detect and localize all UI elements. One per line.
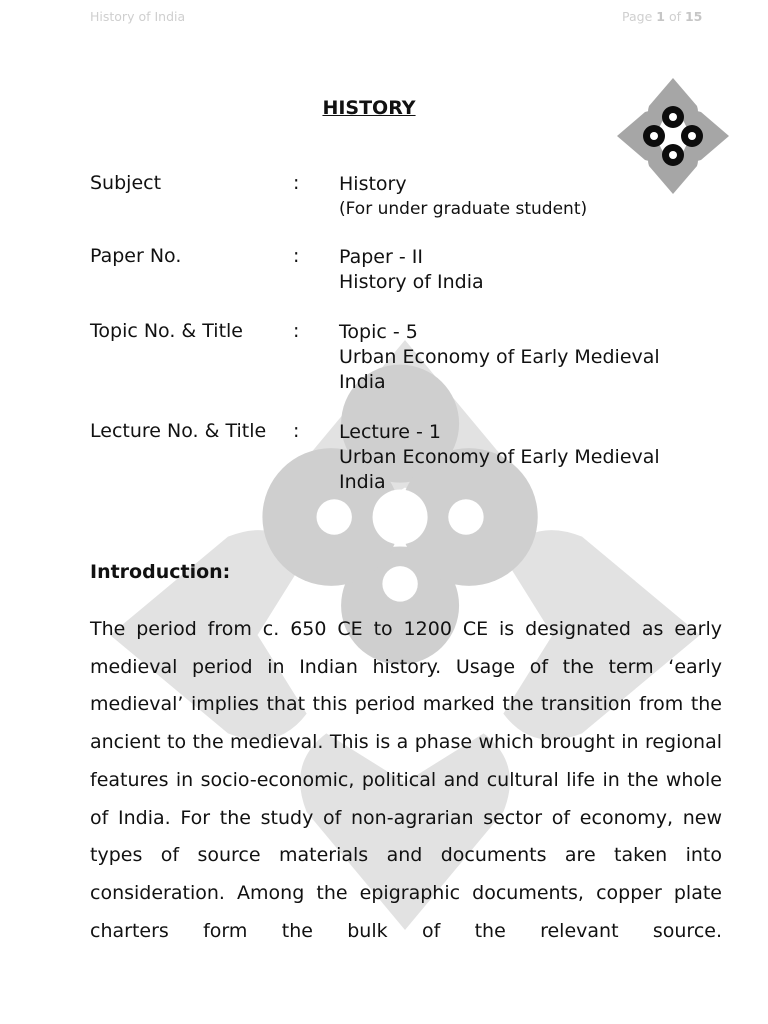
- introduction-paragraph: The period from c. 650 CE to 1200 CE is designated as early medieval period in Indian history. Usage of the term ‘early medieval’ implies that this period marked the transition from the ancient to the medieval. This is a phase which brought in regional features in socio-economic, political and cultural life in the whole of India. For the study of non-agrarian sector of economy, new types of source materials and documents are taken into consideration. Among the epigraphic documents, copper plate charters form the bulk of the relevant source.: [90, 618, 722, 942]
- introduction-heading: Introduction:: [90, 561, 231, 583]
- lecture-title-line2: India: [339, 471, 386, 493]
- page-label: Page: [622, 9, 653, 24]
- paper-title: History of India: [339, 271, 484, 293]
- subject-label: Subject: [90, 172, 162, 194]
- institution-logo: [615, 76, 731, 196]
- paper-colon: :: [293, 245, 300, 267]
- paper-number: Paper - II: [339, 246, 423, 268]
- lecture-value: [339, 420, 660, 495]
- page-current: 1: [656, 9, 665, 24]
- running-header: History of India: [90, 9, 186, 24]
- lecture-title-line1: Urban Economy of Early Medieval: [339, 446, 660, 468]
- lecture-number: Lecture - 1: [339, 421, 441, 443]
- subject-colon: :: [293, 172, 300, 194]
- page-total: 15: [684, 9, 703, 24]
- subject-note: (For under graduate student): [339, 199, 588, 219]
- topic-number: Topic - 5: [339, 321, 418, 343]
- topic-label: Topic No. & Title: [90, 320, 243, 342]
- topic-value: [339, 320, 660, 395]
- page-indicator: [622, 9, 702, 24]
- subject-value: [339, 172, 587, 222]
- paper-value: [339, 245, 484, 295]
- lecture-label: Lecture No. & Title: [90, 420, 267, 442]
- page-of: of: [668, 9, 681, 24]
- subject-value-text: History: [339, 173, 407, 195]
- topic-title-line1: Urban Economy of Early Medieval: [339, 346, 660, 368]
- topic-colon: :: [293, 320, 300, 342]
- paper-label: Paper No.: [90, 245, 182, 267]
- lecture-colon: :: [293, 420, 300, 442]
- page-title: HISTORY: [322, 97, 416, 119]
- topic-title-line2: India: [339, 371, 386, 393]
